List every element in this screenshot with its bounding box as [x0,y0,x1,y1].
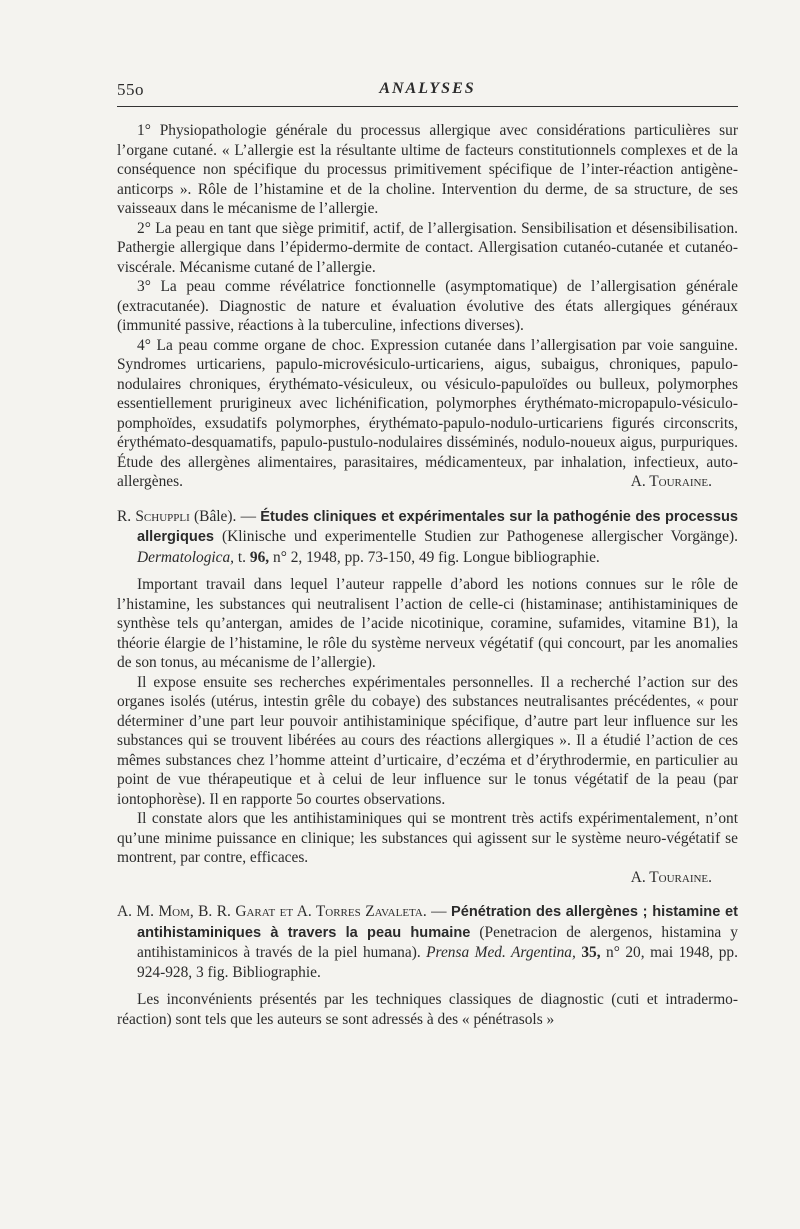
reference-journal: Prensa Med. Argentina, [426,944,576,961]
reference-original-title: (Klinische und experimentelle Studien zur Pathogenese allergischer Vorgänge). [221,528,738,545]
review-paragraph: Les inconvénients présentés par les techniques classiques de diagnostic (cuti et intradermo-réaction) sont tels que les auteurs se sont adressés à des « pénétrasols » [117,991,738,1028]
reference-volume-prefix: t. [237,548,247,566]
page-number: 55o [117,80,144,99]
reference-journal: Dermatologica, [137,548,235,566]
reference-header [117,902,738,982]
reference-details: n° 20, mai 1948, pp. 924-928, 3 fig. Bibliographie. [137,944,738,981]
signature: A. Touraine. [630,473,712,490]
item-2-paragraph: 2° La peau en tant que siège primitif, actif, de l’allergisation. Sensibilisation et désensibilisation. Pathergie allergique dans l’épidermo-dermite de contact. Allergisation cutanéo-cutanée et cutanéo-viscérale. Mécanisme cutané de l’allergie. [117,219,738,276]
reference-location: (Bâle). — [194,507,256,525]
review-paragraph: Il expose ensuite ses recherches expérimentales personnelles. Il a recherché l’action sur des organes isolés (utérus, intestin grêle du cobaye) des substances neutralisantes précédentes, « pour déterminer d’une part leur pouvoir antihistaminique spécifique, d’autre part leur influence sur les substances qui se trouvent libérées au cours des réactions allergiques ». Il a étudié l’action de ces mêmes substances chez l’homme atteint d’urticaire, d’eczéma et d’érythrodermie, en particulier au point de vue thérapeutique et à celui de leur influence sur le tonus végétatif de la peau (par iontophorèse). Il en rapporte 5o courtes observations. [117,673,738,808]
reference-volume: 96, [249,548,270,566]
section-1-summary [117,121,738,492]
reference-volume: 35, [581,944,601,961]
page-body [117,121,738,1029]
signature: A. Touraine. [630,868,712,886]
review-schuppli [117,507,738,568]
review-paragraph: Important travail dans lequel l’auteur rappelle d’abord les notions connues sur le rôle de l’histamine, les substances qui neutralisent l’action de celle-ci (histaminase; antihistaminiques de synthèse tels qu’antergan, amides de l’acide nicotinique, coramine, sufamides, vitamine B1), la théorie élargie de l’histamine, le rôle du système nerveux végétatif (qui concourt, par les anomalies de son tonus, au mécanisme de l’allergie). [117,576,738,671]
review-mom-garat [117,902,738,982]
item-4-text: 4° La peau comme organe de choc. Expression cutanée dans l’allergisation par voie sanguine. Syndromes urticariens, papulo-microvésiculo-urticariens, aigus, subaigus, chroniques, papulo-nodulaires chroniques, érythémato-vésiculeux, ou vésiculo-papuloïdes ou bulleux, polymorphes essentiellement prurigineux avec lichénification, polymorphes érythémato-micropapulo-vésiculo-pomphoïdes, exsudatifs polymorphes, érythémato-papulo-nodulo-urticariens figurés circonscrits, érythémato-desquamatifs, papulo-pustulo-nodulaires disséminés, nodulo-noueux aigus, purpuriques. Étude des allergènes alimentaires, parasitaires, médicamenteux, par inhalation, infectieux, auto-allergènes. [117,336,738,490]
item-1-paragraph: 1° Physiopathologie générale du processus allergique avec considérations particulières sur l’organe cutané. « L’allergie est la résultante ultime de facteurs constitutionnels complexes et de la conséquence non spécifique du processus primitivement spécifique de l’inter-réaction antigène-anticorps ». Rôle de l’histamine et de la choline. Intervention du derme, de sa structure, de ses vaisseaux dans le mécanisme de l’allergie. [117,122,738,217]
reference-title: Pénétration des allergènes ; histamine et antihistaminiques à travers la peau humaine [137,904,738,941]
reference-title: Études cliniques et expérimentales sur la pathogénie des processus allergiques [137,508,738,545]
page-header [117,78,738,107]
review-mom-garat-body [117,990,738,1029]
reference-authors: R. Schuppli [117,507,190,525]
document-page [117,0,738,1029]
review-paragraph: Il constate alors que les antihistaminiques qui se montrent très actifs expérimentalement, n’ont qu’une minime puissance en clinique; les substances qui agissent sur le système neuro-végétatif se montrent, par contre, efficaces. [117,810,738,866]
running-title: ANALYSES [379,80,476,97]
review-schuppli-body [117,575,738,887]
reference-details: n° 2, 1948, pp. 73-150, 49 fig. Longue bibliographie. [273,548,600,566]
reference-original-title: (Penetracion de alergenos, histamina y antihistaminicos à través de la piel humana). [137,923,738,961]
reference-authors: A. M. Mom, B. R. Garat et A. Torres Zavaleta. — [117,903,447,920]
item-3-paragraph: 3° La peau comme révélatrice fonctionnelle (asymptomatique) de l’allergisation générale (extracutanée). Diagnostic de nature et évaluation évolutive des états allergiques généraux (immunité passive, réactions à la tuberculine, infections diverses). [117,278,738,334]
item-4-paragraph [117,336,738,492]
reference-header [117,507,738,568]
